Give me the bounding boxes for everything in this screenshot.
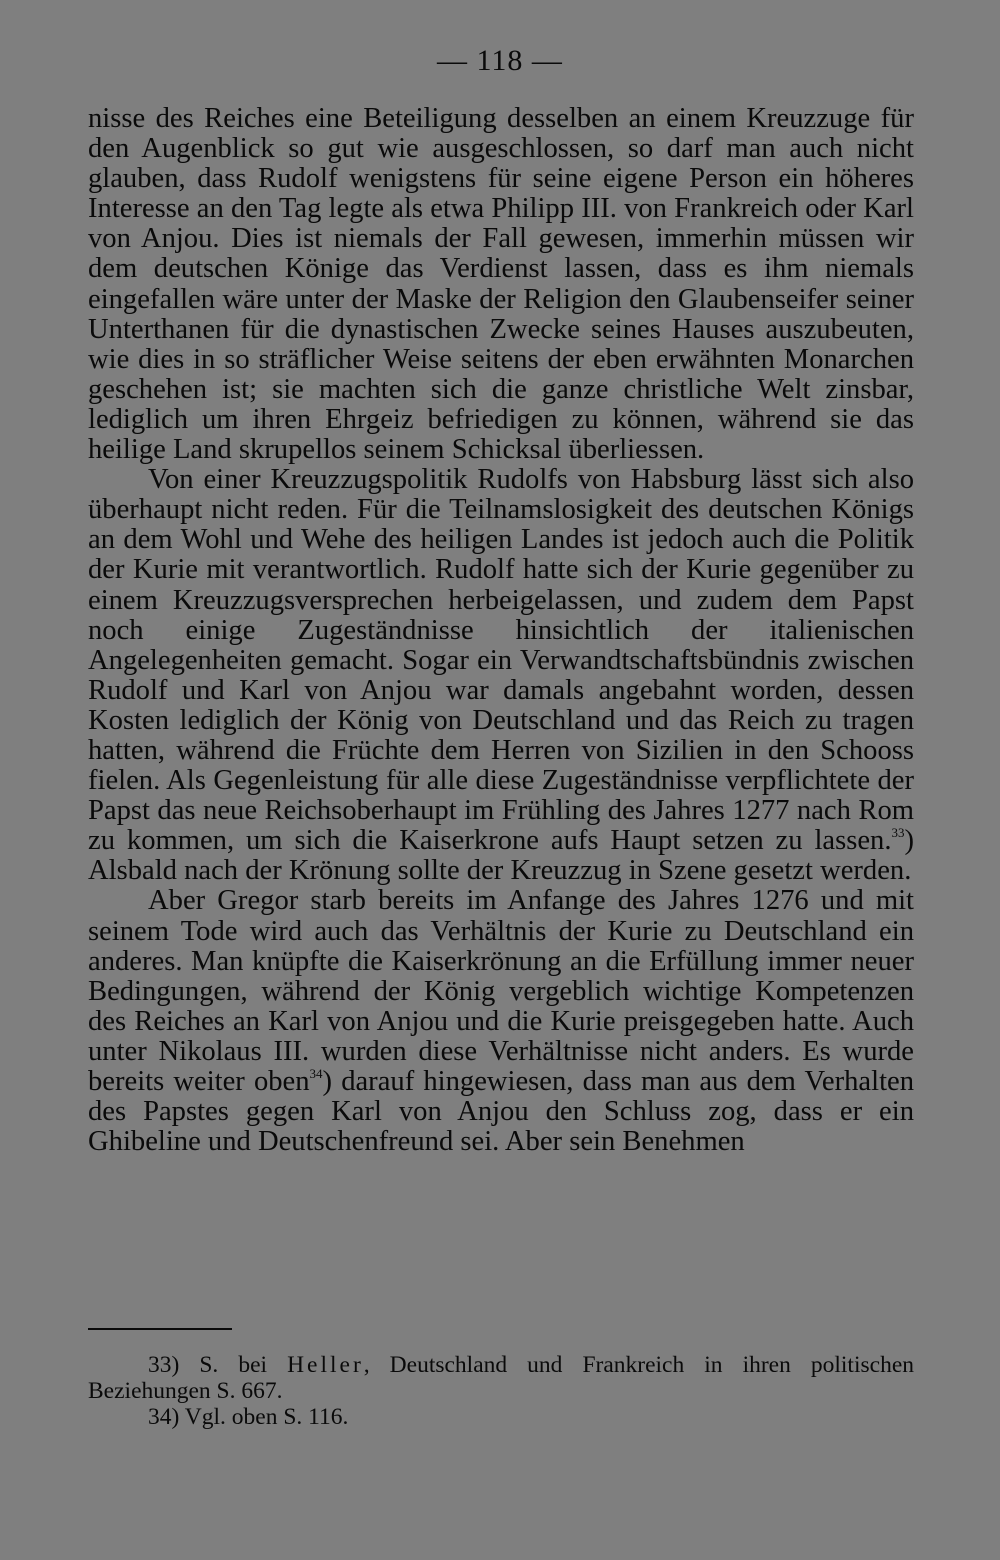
footnote-33 [88,1352,914,1404]
footnote-33-author: Heller [287,1352,364,1378]
paragraph-1-text: nisse des Reiches eine Beteiligung desselben an einem Kreuzzuge für den Augenblick so gut wie ausgeschlossen, so darf man auch nicht glauben, dass Rudolf wenigstens für seine eigene Person ein höheres Interesse an den Tag legte als etwa Philipp III. von Frankreich oder Karl von Anjou. Dies ist niemals der Fall gewesen, immerhin müssen wir dem deutschen Könige das Verdienst lassen, dass es ihm niemals eingefallen wäre unter der Maske der Religion den Glaubenseifer seiner Unterthanen für die dynastischen Zwecke seines Hauses auszubeuten, wie dies in so sträflicher Weise seitens der eben erwähnten Monarchen geschehen ist; sie machten sich die ganze christliche Welt zinsbar, lediglich um ihren Ehrgeiz befriedigen zu können, während sie das heilige Land skrupellos seinem Schicksal überliessen. [88,103,914,466]
footnote-ref-34[interactable]: 34 [309,1066,323,1081]
footnotes [88,1352,914,1430]
paragraph-2 [88,465,914,886]
paragraph-3-text-cont: ) darauf hingewiesen, dass man aus dem Verhalten des Papstes gegen Karl von Anjou den Schluss zog, dass er ein Ghibeline und Deutschenfreund sei. Aber sein Benehmen [88,1066,914,1158]
paragraph-2-text-cont: ) Alsbald nach der Krönung sollte der Kreuzzug in Szene gesetzt werden. [88,825,914,887]
body-text [88,104,914,1157]
footnote-divider [88,1328,232,1330]
paragraph-2-text: Von einer Kreuzzugspolitik Rudolfs von Habsburg lässt sich also überhaupt nicht reden. Für die Teilnamslosigkeit des deutschen Königs an dem Wohl und Wehe des heiligen Landes ist jedoch auch die Politik der Kurie mit verantwortlich. Rudolf hatte sich der Kurie gegenüber zu einem Kreuzzugsversprechen herbeigelassen, und zudem dem Papst noch einige Zugeständnisse hinsichtlich der italienischen Angelegenheiten gemacht. Sogar ein Verwandtschaftsbündnis zwischen Rudolf und Karl von Anjou war damals angebahnt worden, dessen Kosten lediglich der König von Deutschland und das Reich zu tragen hatten, während die Früchte dem Herren von Sizilien in den Schooss fielen. Als Gegenleistung für alle diese Zugeständnisse verpflichtete der Papst das neue Reichsoberhaupt im Frühling des Jahres 1277 nach Rom zu kommen, um sich die Kaiserkrone aufs Haupt setzen zu lassen. [88,464,914,857]
footnote-34-marker: 34) [148,1404,185,1430]
paragraph-3 [88,886,914,1157]
footnote-33-marker: 33) S. bei [148,1352,288,1378]
page-number: — 118 — [437,44,563,77]
footnote-33-text: , Deutschland und Frankreich in ihren politischen Beziehungen S. 667. [88,1352,914,1404]
paragraph-1 [88,104,914,465]
footnote-34 [88,1404,914,1430]
footnote-34-text: Vgl. oben S. 116. [184,1404,349,1430]
paragraph-3-text: Aber Gregor starb bereits im Anfange des Jahres 1276 und mit seinem Tode wird auch das Verhältnis der Kurie zu Deutschland ein anderes. Man knüpfte die Kaiserkrönung an die Erfüllung immer neuer Bedingungen, während der König vergeblich wichtige Kompetenzen des Reiches an Karl von Anjou und die Kurie preisgegeben hatte. Auch unter Nikolaus III. wurden diese Verhältnisse nicht anders. Es wurde bereits weiter oben [88,885,914,1097]
footnote-ref-33[interactable]: 33 [891,825,905,841]
